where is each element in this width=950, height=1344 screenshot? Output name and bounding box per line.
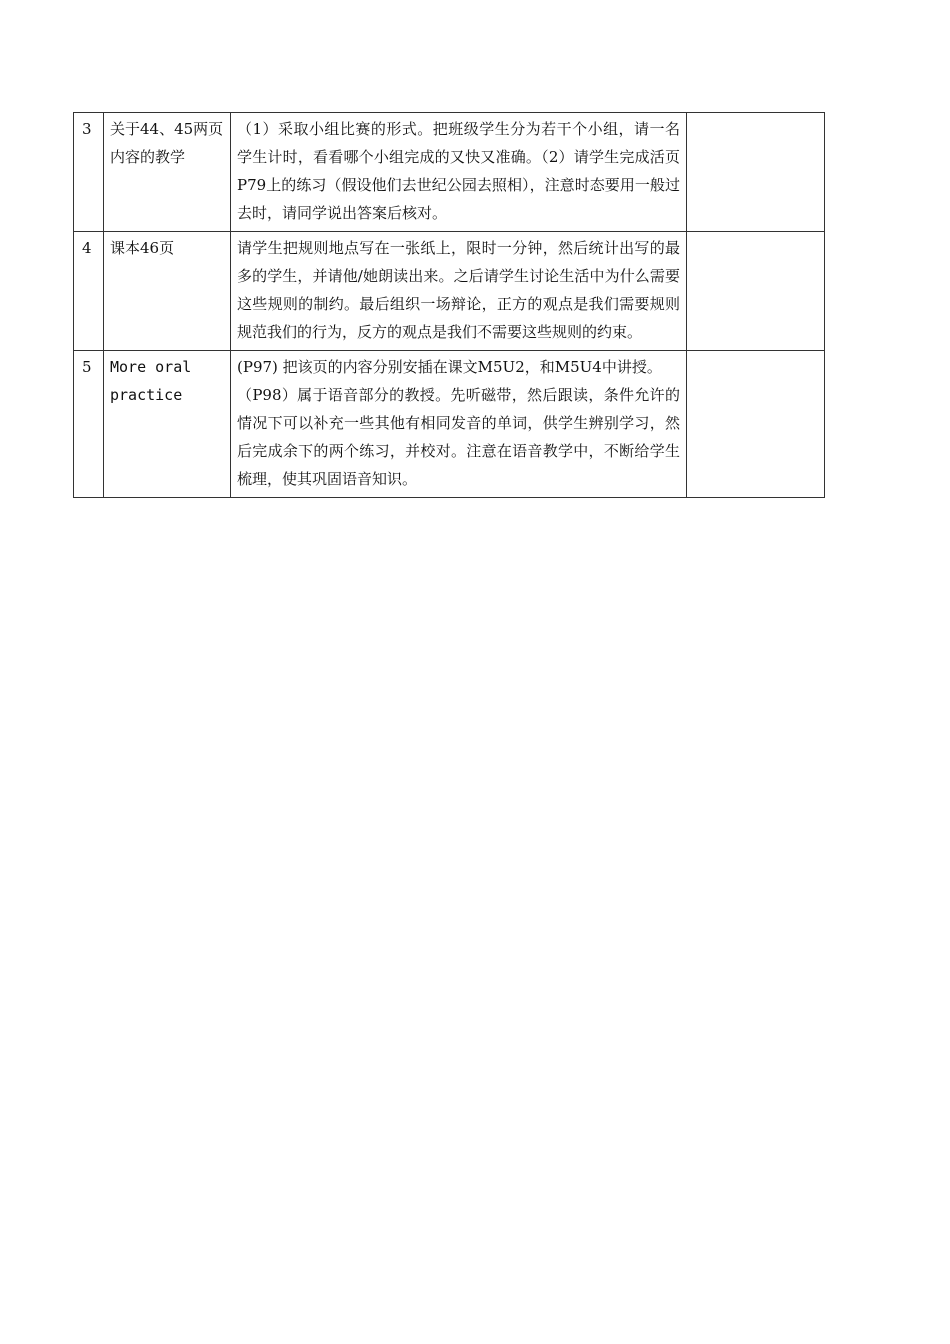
table-row: [74, 232, 825, 351]
row-content: [231, 351, 687, 498]
row-content: [231, 113, 687, 232]
lesson-plan-table: [73, 112, 825, 498]
row-note: [687, 113, 825, 232]
row-topic: More oral practice: [104, 351, 231, 498]
content-paragraph: 请学生把规则地点写在一张纸上，限时一分钟，然后统计出写的最多的学生，并请他/她朗读出来。之后请学生讨论生活中为什么需要这些规则的制约。最后组织一场辩论，正方的观点是我们需要规则规范我们的行为，反方的观点是我们不需要这些规则的约束。: [237, 239, 680, 341]
table-row: [74, 113, 825, 232]
row-note: [687, 232, 825, 351]
content-paragraph: （P98）属于语音部分的教授。先听磁带，然后跟读，条件允许的情况下可以补充一些其他有相同发音的单词，供学生辨别学习，然后完成余下的两个练习，并校对。注意在语音教学中，不断给学生梳理，使其巩固语音知识。: [237, 386, 680, 488]
content-paragraph: （1）采取小组比赛的形式。把班级学生分为若干个小组，请一名学生计时，看看哪个小组完成的又快又准确。（2）请学生完成活页P79上的练习（假设他们去世纪公园去照相），注意时态要用一般过去时，请同学说出答案后核对。: [237, 120, 680, 222]
row-note: [687, 351, 825, 498]
row-topic: 课本46页: [104, 232, 231, 351]
row-number: 5: [74, 351, 104, 498]
row-content: [231, 232, 687, 351]
row-number: 4: [74, 232, 104, 351]
row-topic: 关于44、45两页内容的教学: [104, 113, 231, 232]
content-paragraph: (P97) 把该页的内容分别安插在课文M5U2，和M5U4中讲授。: [237, 358, 662, 376]
table-row: [74, 351, 825, 498]
row-number: 3: [74, 113, 104, 232]
